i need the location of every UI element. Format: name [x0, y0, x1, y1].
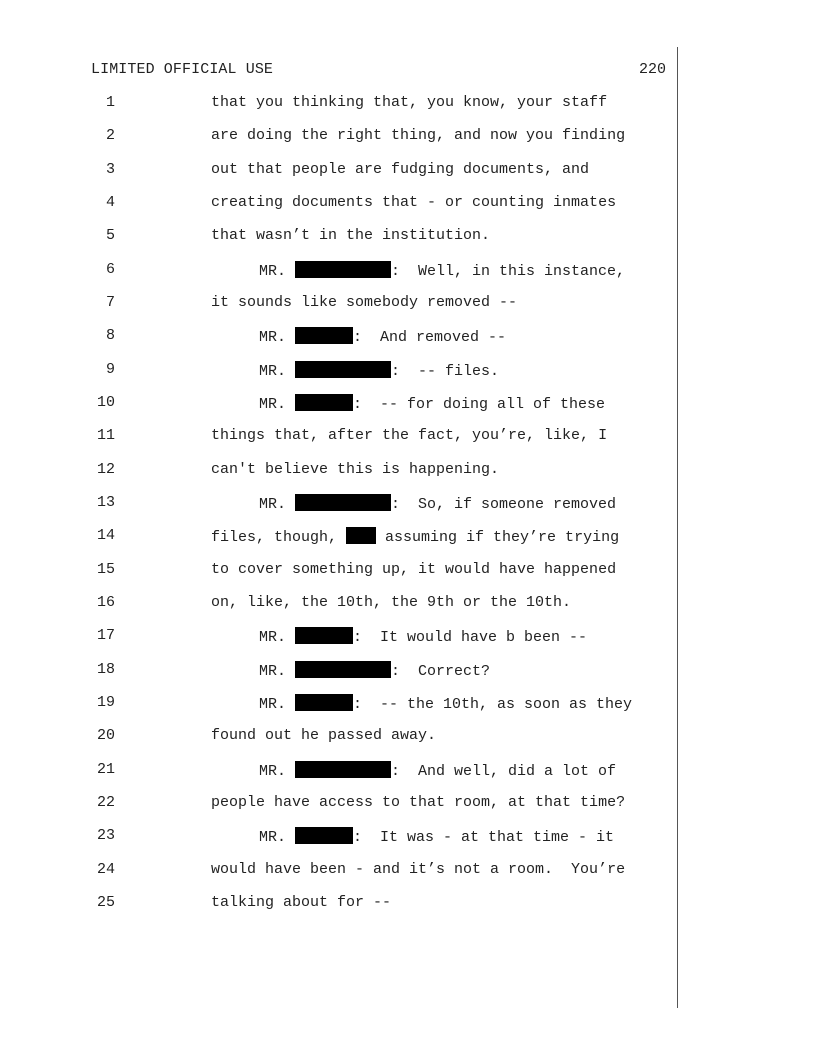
transcript-line — [0, 661, 700, 685]
line-number: 13 — [96, 494, 115, 511]
text-segment: out that people are fudging documents, and — [211, 161, 590, 178]
redaction-box — [295, 761, 391, 778]
line-number: 16 — [96, 594, 115, 611]
text-segment: : So, if someone removed — [391, 496, 617, 513]
page-number: 220 — [638, 61, 666, 78]
text-segment: : And well, did a lot of — [391, 763, 617, 780]
transcript-line — [0, 427, 700, 451]
redaction-box — [346, 527, 376, 544]
line-text — [211, 94, 607, 111]
line-text — [259, 361, 499, 380]
text-segment: to cover something up, it would have happened — [211, 561, 617, 578]
text-segment: creating documents that - or counting inmates — [211, 194, 617, 211]
transcript-line — [0, 161, 700, 185]
line-number: 3 — [105, 161, 115, 178]
text-segment: : -- for doing all of these — [353, 396, 606, 413]
line-text — [259, 827, 614, 846]
text-segment: on, like, the 10th, the 9th or the 10th. — [211, 594, 572, 611]
redaction-box — [295, 661, 391, 678]
redaction-box — [295, 494, 391, 511]
line-text — [211, 794, 625, 811]
text-segment: are doing the right thing, and now you finding — [211, 127, 626, 144]
text-segment: MR. — [259, 763, 296, 780]
transcript-line — [0, 527, 700, 551]
text-segment: : -- the 10th, as soon as they — [353, 696, 633, 713]
text-segment: MR. — [259, 363, 296, 380]
line-number: 2 — [105, 127, 115, 144]
transcript-line — [0, 861, 700, 885]
text-segment: files, though, — [211, 529, 347, 546]
text-segment: MR. — [259, 829, 296, 846]
line-text — [259, 394, 605, 413]
line-number: 6 — [105, 261, 115, 278]
transcript-line — [0, 761, 700, 785]
line-text — [211, 427, 607, 444]
redaction-box — [295, 827, 353, 844]
transcript-line — [0, 727, 700, 751]
text-segment: : It was - at that time - it — [353, 829, 615, 846]
transcript-line — [0, 194, 700, 218]
text-segment: that you thinking that, you know, your staff — [211, 94, 608, 111]
text-segment: it sounds like somebody removed -- — [211, 294, 518, 311]
text-segment: found out he passed away. — [211, 727, 437, 744]
classification-header: LIMITED OFFICIAL USE — [91, 61, 274, 78]
redaction-box — [295, 394, 353, 411]
transcript-line — [0, 261, 700, 285]
text-segment: MR. — [259, 263, 296, 280]
line-text — [259, 327, 506, 346]
text-segment: : And removed -- — [353, 329, 507, 346]
line-text — [211, 461, 499, 478]
line-text — [211, 861, 625, 878]
line-number: 4 — [105, 194, 115, 211]
line-text — [259, 661, 490, 680]
transcript-line — [0, 794, 700, 818]
line-text — [211, 894, 391, 911]
text-segment: talking about for -- — [211, 894, 392, 911]
redaction-box — [295, 361, 391, 378]
line-number: 17 — [96, 627, 115, 644]
transcript-line — [0, 94, 700, 118]
transcript-line — [0, 394, 700, 418]
text-segment: : Well, in this instance, — [391, 263, 626, 280]
text-segment: MR. — [259, 663, 296, 680]
transcript-line — [0, 227, 700, 251]
transcript-line — [0, 127, 700, 151]
text-segment: MR. — [259, 396, 296, 413]
text-segment: : It would have b been -- — [353, 629, 588, 646]
line-text — [211, 227, 490, 244]
line-number: 5 — [105, 227, 115, 244]
line-number: 1 — [105, 94, 115, 111]
line-text — [259, 261, 625, 280]
transcript-line — [0, 561, 700, 585]
redaction-box — [295, 261, 391, 278]
transcript-line — [0, 327, 700, 351]
line-number: 19 — [96, 694, 115, 711]
line-text — [211, 561, 616, 578]
line-number: 14 — [96, 527, 115, 544]
text-segment: people have access to that room, at that time? — [211, 794, 626, 811]
text-segment: : -- files. — [391, 363, 500, 380]
line-number: 8 — [105, 327, 115, 344]
line-number: 25 — [96, 894, 115, 911]
transcript-line — [0, 361, 700, 385]
transcript-line — [0, 627, 700, 651]
text-segment: things that, after the fact, you’re, like, I — [211, 427, 608, 444]
line-number: 23 — [96, 827, 115, 844]
text-segment: MR. — [259, 696, 296, 713]
line-number: 11 — [96, 427, 115, 444]
transcript-line — [0, 694, 700, 718]
redaction-box — [295, 694, 353, 711]
line-text — [211, 194, 616, 211]
transcript-line — [0, 294, 700, 318]
line-text — [211, 161, 589, 178]
line-number: 9 — [105, 361, 115, 378]
line-number: 20 — [96, 727, 115, 744]
line-number: 18 — [96, 661, 115, 678]
line-text — [211, 294, 517, 311]
line-text — [211, 594, 571, 611]
line-number: 10 — [96, 394, 115, 411]
text-segment: : Correct? — [391, 663, 491, 680]
line-number: 24 — [96, 861, 115, 878]
text-segment: MR. — [259, 629, 296, 646]
transcript-line — [0, 594, 700, 618]
line-text — [259, 761, 616, 780]
redaction-box — [295, 627, 353, 644]
line-text — [259, 627, 587, 646]
line-number: 15 — [96, 561, 115, 578]
text-segment: that wasn’t in the institution. — [211, 227, 491, 244]
text-segment: can't believe this is happening. — [211, 461, 500, 478]
transcript-line — [0, 461, 700, 485]
line-text — [211, 127, 625, 144]
line-number: 12 — [96, 461, 115, 478]
transcript-line — [0, 494, 700, 518]
text-segment: MR. — [259, 496, 296, 513]
line-text — [211, 527, 619, 546]
text-segment: would have been - and it’s not a room. You’re — [211, 861, 626, 878]
line-number: 22 — [96, 794, 115, 811]
transcript-line — [0, 827, 700, 851]
line-text — [211, 727, 436, 744]
redaction-box — [295, 327, 353, 344]
line-text — [259, 494, 616, 513]
transcript-line — [0, 894, 700, 918]
line-number: 7 — [105, 294, 115, 311]
line-number: 21 — [96, 761, 115, 778]
text-segment: MR. — [259, 329, 296, 346]
text-segment: assuming if they’re trying — [376, 529, 620, 546]
line-text — [259, 694, 632, 713]
